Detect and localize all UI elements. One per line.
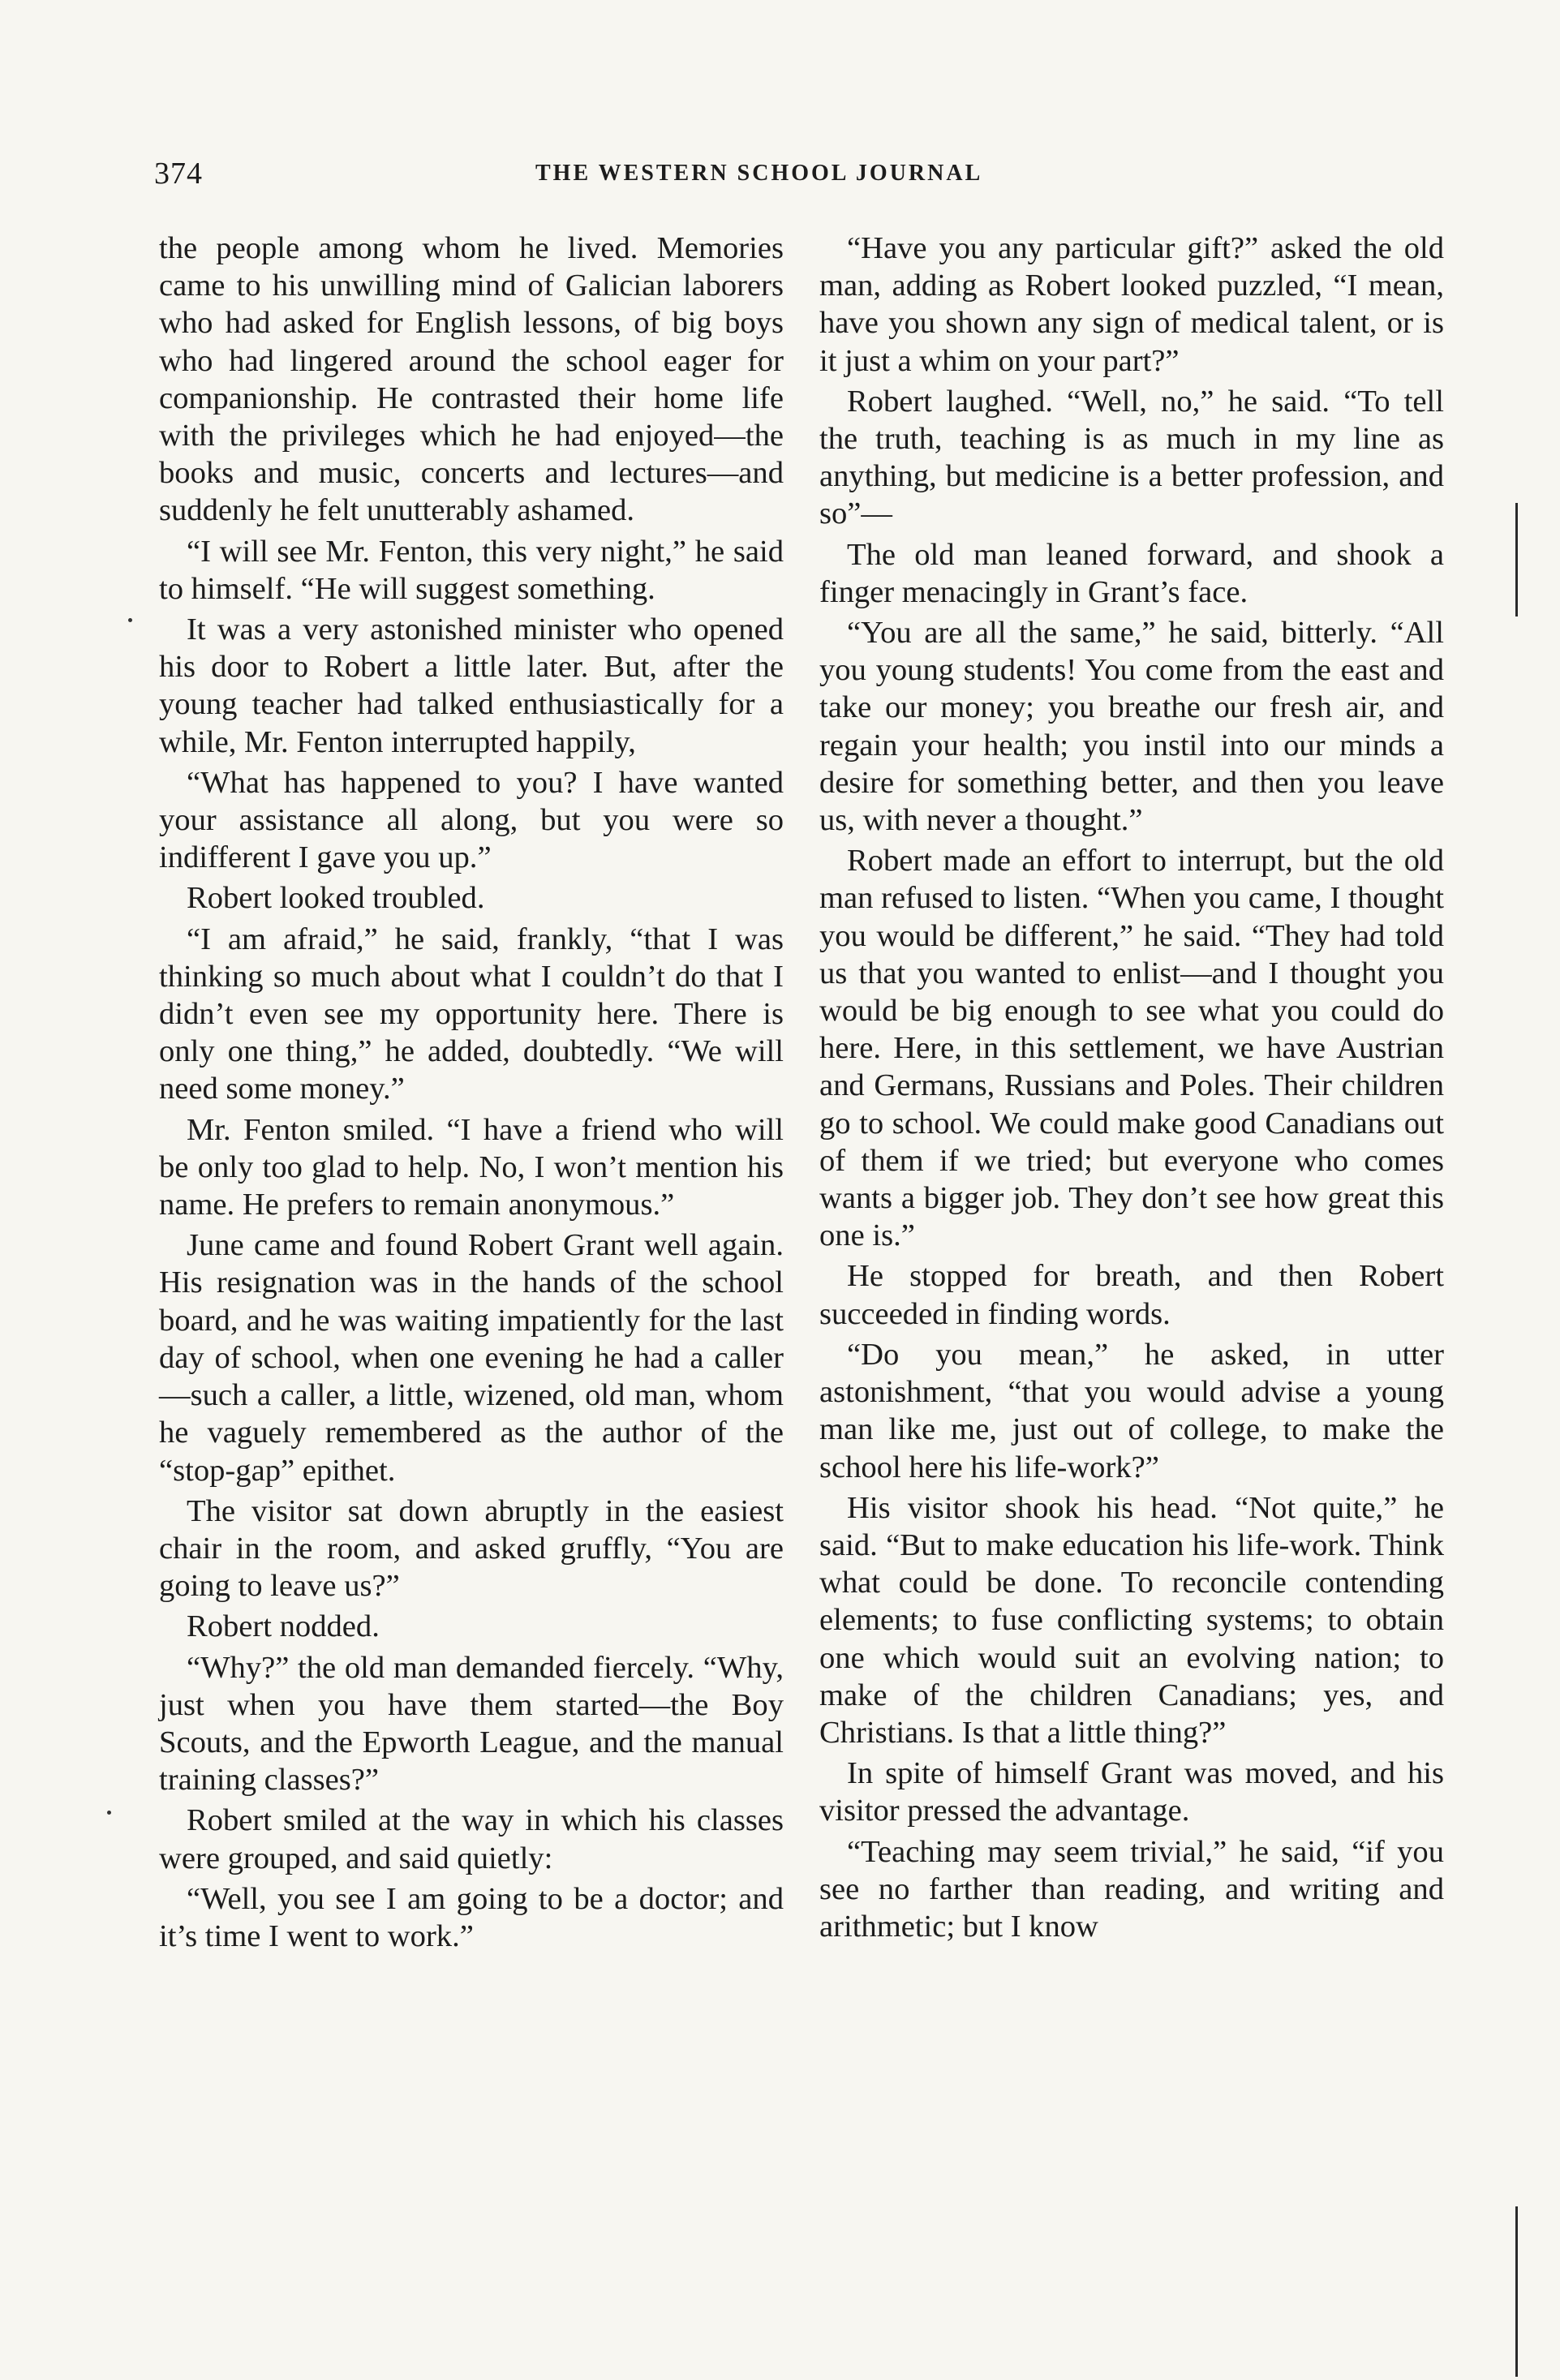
page-number: 374 — [154, 157, 203, 191]
paragraph: “Have you any particular gift?” asked the old man, adding as Robert looked puzzled, “I mean, have you shown any sign of medical talent, or is it just a whim on your part?” — [819, 231, 1444, 378]
page-header — [154, 156, 1420, 196]
paragraph: the people among whom he lived. Memories came to his unwilling mind of Galician laborers who had asked for English lessons, of big boys who had lingered around the school eager for companionship. He contrasted their home life with the privileges which he had enjoyed—the books and music, concerts and lectures—and suddenly he felt unutterably ashamed. — [159, 231, 784, 528]
paragraph: It was a very astonished minister who opened his door to Robert a little later. But, after the young teacher had talked enthusiastically for a while, Mr. Fenton interrupted happily, — [159, 612, 784, 759]
paragraph: Robert looked troubled. — [187, 881, 485, 916]
paragraph: In spite of himself Grant was moved, and his visitor pressed the advantage. — [819, 1756, 1444, 1828]
scan-speck — [107, 1811, 111, 1815]
paragraph: “I will see Mr. Fenton, this very night,” he said to himself. “He will suggest something. — [159, 534, 784, 606]
paragraph: The visitor sat down abruptly in the easiest chair in the room, and asked gruffly, “You are going to leave us?” — [159, 1493, 784, 1604]
paragraph: The old man leaned forward, and shook a finger menacingly in Grant’s face. — [819, 537, 1444, 609]
paragraph: “You are all the same,” he said, bitterly. “All you young students! You come from the east and take our money; you breathe our fresh air, and regain your health; you instil into our minds a desire for something better, and then you leave us, with never a thought.” — [819, 616, 1444, 838]
scan-edge-mark — [1515, 503, 1518, 616]
left-column — [159, 230, 784, 1958]
running-title: THE WESTERN SCHOOL JOURNAL — [535, 161, 983, 186]
paragraph: “Why?” the old man demanded fiercely. “Why, just when you have them started—the Boy Scouts, and the Epworth League, and the manual training classes?” — [159, 1650, 784, 1798]
paragraph: “I am afraid,” he said, frankly, “that I was thinking so much about what I couldn’t do that I didn’t even see my opportunity here. There is only one thing,” he added, doubtedly. “We will need some money.” — [159, 921, 784, 1106]
paragraph: “Teaching may seem trivial,” he said, “if you see no farther than reading, and writing and arithmetic; but I know — [819, 1834, 1444, 1944]
paragraph: Robert made an effort to interrupt, but the old man refused to listen. “When you came, I thought you would be different,” he said. “They had told us that you wanted to enlist—and I thought you would be big enough to see what you could do here. Here, in this settlement, we have Austrian and Germans, Russians and Poles. Their children go to school. We could make good Canadians out of them if we tried; but everyone who comes wants a bigger job. They don’t see how great this one is.” — [819, 844, 1444, 1253]
paragraph: June came and found Robert Grant well again. His resignation was in the hands of the school board, and he was waiting impatiently for the last day of school, when one evening he had a caller—such a caller, a little, wizened, old man, whom he vaguely remembered as the author of the “stop-gap” epithet. — [159, 1228, 784, 1488]
paragraph: Robert nodded. — [187, 1609, 380, 1644]
paragraph: He stopped for breath, and then Robert succeeded in finding words. — [819, 1259, 1444, 1331]
paragraph: “Do you mean,” he asked, in utter astonishment, “that you would advise a young man like me, just out of college, to make the school here his life-work?” — [819, 1337, 1444, 1484]
paragraph: Robert smiled at the way in which his classes were grouped, and said quietly: — [159, 1803, 784, 1875]
paragraph: His visitor shook his head. “Not quite,” he said. “But to make education his life-work. Think what could be done. To reconcile contending elements; to fuse conflicting systems; to obtain one which would suit an evolving nation; to make of the children Canadians; yes, and Christians. Is that a little thing?” — [819, 1490, 1444, 1750]
scan-speck — [128, 618, 132, 622]
paragraph: “Well, you see I am going to be a doctor; and it’s time I went to work.” — [159, 1881, 784, 1953]
right-column — [819, 230, 1444, 1948]
paragraph: Mr. Fenton smiled. “I have a friend who will be only too glad to help. No, I won’t mention his name. He prefers to remain anonymous.” — [159, 1112, 784, 1222]
scan-edge-mark — [1515, 2206, 1518, 2377]
paragraph: Robert laughed. “Well, no,” he said. “To tell the truth, teaching is as much in my line as anything, but medicine is a better profession, and so”— — [819, 384, 1444, 531]
paragraph: “What has happened to you? I have wanted your assistance all along, but you were so indifferent I gave you up.” — [159, 765, 784, 875]
